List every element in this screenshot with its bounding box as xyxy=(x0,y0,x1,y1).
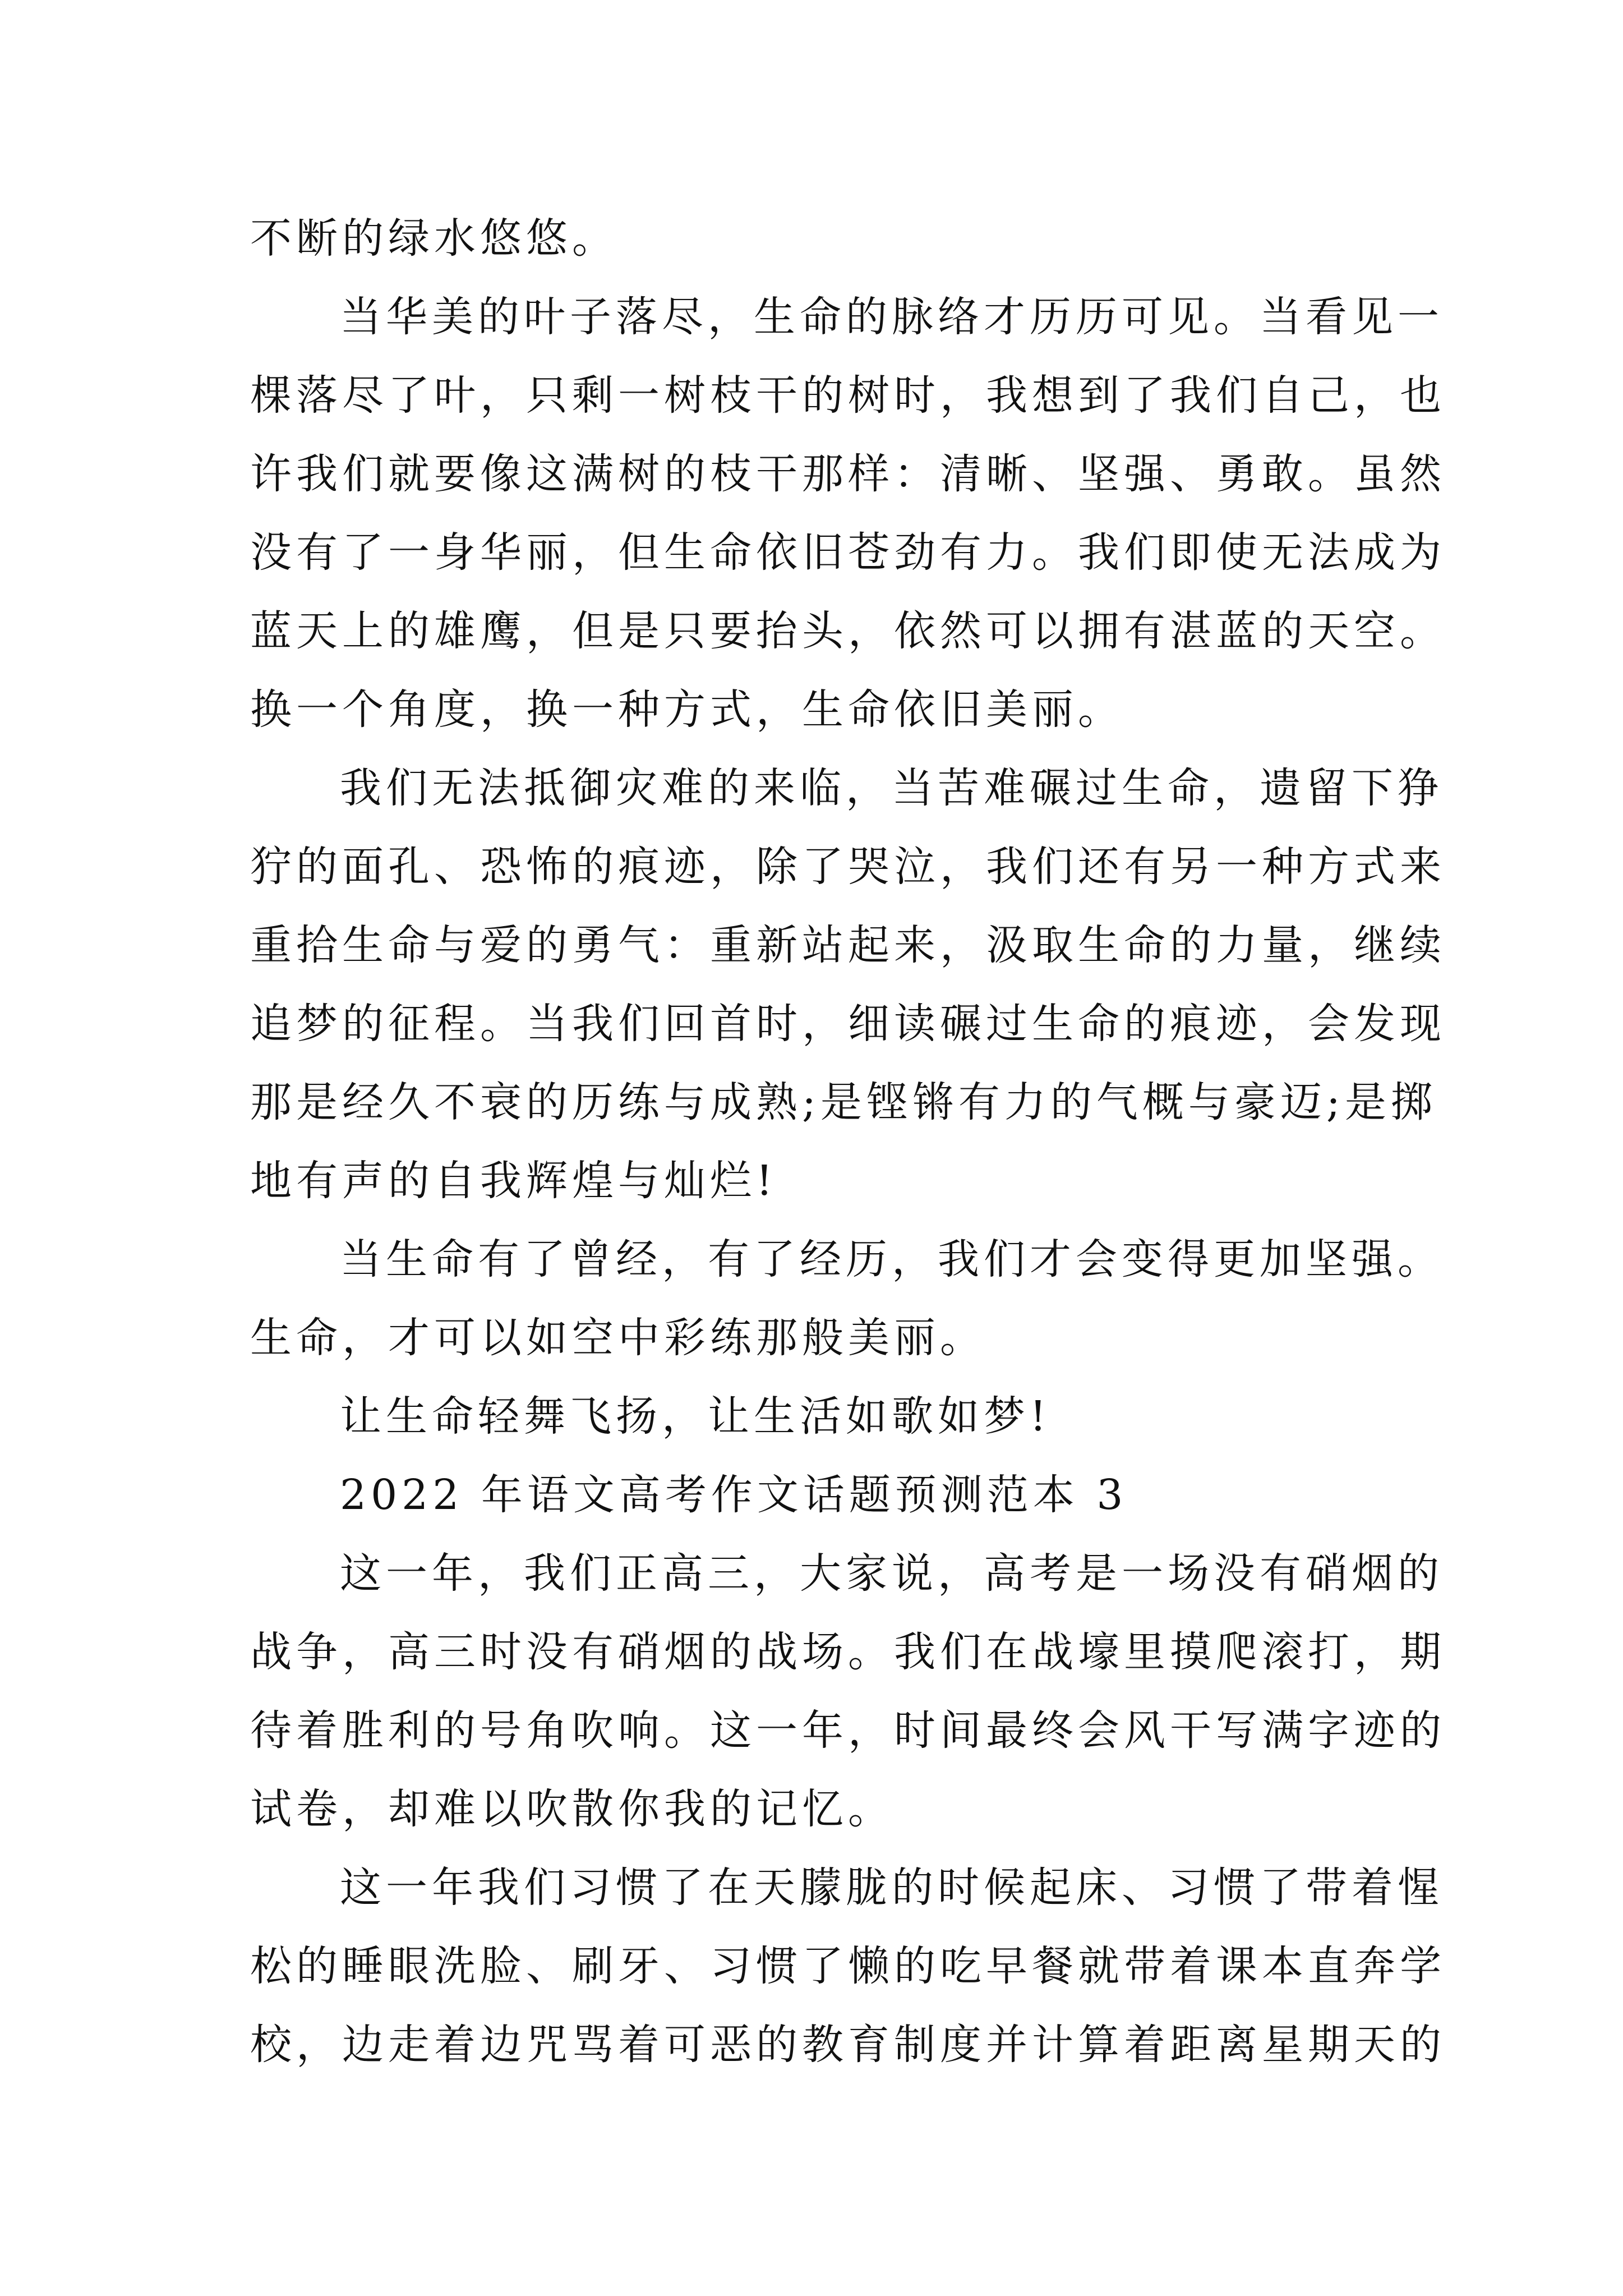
line-text: 当生命有了曾经，有了经历，我们才会变得更加坚强。 xyxy=(340,1235,1444,1283)
line-text: 这一年，我们正高三，大家说，高考是一场没有硝烟的 xyxy=(340,1549,1444,1598)
text-line xyxy=(0,1932,1623,2017)
paragraph-start-line xyxy=(0,283,1623,367)
text-line xyxy=(0,440,1623,524)
paragraph-start-line xyxy=(0,1540,1623,1624)
line-text: 试卷，却难以吹散你我的记忆。 xyxy=(250,1785,894,1833)
section-heading xyxy=(0,1461,1623,1545)
paragraph-start-line xyxy=(0,754,1623,839)
line-text: 让生命轻舞飞扬，让生活如歌如梦! xyxy=(340,1392,1051,1441)
text-line xyxy=(0,1304,1623,1388)
text-line xyxy=(0,1618,1623,1703)
text-line xyxy=(0,1775,1623,1860)
line-text: 那是经久不衰的历练与成熟;是铿锵有力的气概与豪迈;是掷 xyxy=(250,1078,1437,1126)
paragraph-start-line xyxy=(0,1854,1623,1938)
line-text: 这一年我们习惯了在天朦胧的时候起床、习惯了带着惺 xyxy=(340,1864,1444,1912)
text-line xyxy=(0,676,1623,760)
line-text: 狞的面孔、恐怖的痕迹，除了哭泣，我们还有另一种方式来 xyxy=(250,843,1446,891)
line-text: 待着胜利的号角吹响。这一年，时间最终会风干写满字迹的 xyxy=(250,1706,1446,1755)
line-text: 许我们就要像这满树的枝干那样：清晰、坚强、勇敢。虽然 xyxy=(250,450,1446,498)
paragraph-start-line xyxy=(0,1226,1623,1310)
paragraph-start-line xyxy=(0,1383,1623,1467)
line-text: 不断的绿水悠悠。 xyxy=(250,214,618,263)
text-line xyxy=(0,1147,1623,1231)
line-text: 当华美的叶子落尽，生命的脉络才历历可见。当看见一 xyxy=(340,293,1444,341)
text-line xyxy=(0,1697,1623,1781)
line-text: 松的睡眼洗脸、刷牙、习惯了懒的吃早餐就带着课本直奔学 xyxy=(250,1942,1446,1990)
line-text: 重拾生命与爱的勇气：重新站起来，汲取生命的力量，继续 xyxy=(250,921,1446,969)
text-line xyxy=(0,833,1623,917)
line-text: 棵落尽了叶，只剩一树枝干的树时，我想到了我们自己，也 xyxy=(250,371,1446,420)
text-line xyxy=(0,1069,1623,1153)
text-line xyxy=(0,205,1623,289)
line-text: 没有了一身华丽，但生命依旧苍劲有力。我们即使无法成为 xyxy=(250,528,1446,577)
text-line xyxy=(0,519,1623,603)
text-line xyxy=(0,912,1623,996)
heading-text: 2022 年语文高考作文话题预测范本 3 xyxy=(340,1471,1128,1519)
line-text: 生命，才可以如空中彩练那般美丽。 xyxy=(250,1314,986,1362)
line-text: 我们无法抵御灾难的来临，当苦难碾过生命，遗留下狰 xyxy=(340,764,1444,812)
line-text: 地有声的自我辉煌与灿烂! xyxy=(250,1157,777,1205)
line-text: 校，边走着边咒骂着可恶的教育制度并计算着距离星期天的 xyxy=(250,2021,1446,2069)
text-line xyxy=(0,990,1623,1074)
line-text: 追梦的征程。当我们回首时，细读碾过生命的痕迹，会发现 xyxy=(250,1000,1446,1048)
text-line xyxy=(0,2011,1623,2095)
line-text: 战争，高三时没有硝烟的战场。我们在战壕里摸爬滚打，期 xyxy=(250,1628,1446,1676)
line-text: 换一个角度，换一种方式，生命依旧美丽。 xyxy=(250,685,1124,734)
text-line xyxy=(0,362,1623,446)
line-text: 蓝天上的雄鹰，但是只要抬头，依然可以拥有湛蓝的天空。 xyxy=(250,607,1446,655)
text-line xyxy=(0,597,1623,682)
